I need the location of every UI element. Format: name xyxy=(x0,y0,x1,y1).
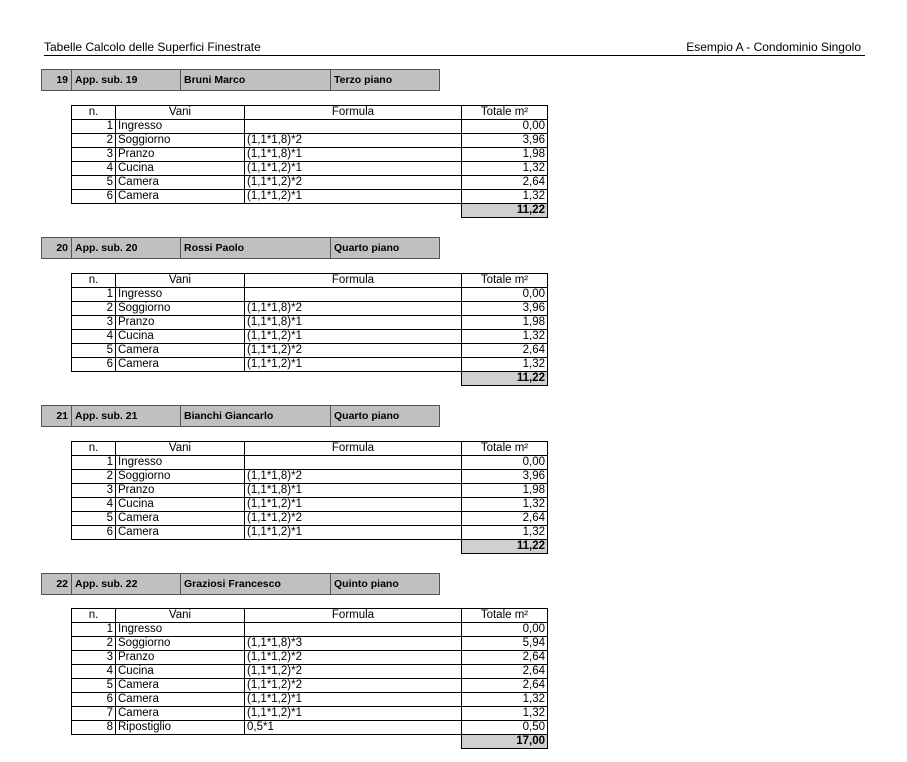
row-total: 2,64 xyxy=(462,651,548,665)
row-formula: (1,1*1,8)*2 xyxy=(245,134,462,148)
table-row xyxy=(72,470,548,484)
row-number: 2 xyxy=(72,134,116,148)
unit-apartment: App. sub. 22 xyxy=(72,574,181,594)
row-room: Soggiorno xyxy=(116,470,245,484)
row-number: 3 xyxy=(72,316,116,330)
row-total: 1,32 xyxy=(462,330,548,344)
column-header-vani: Vani xyxy=(116,106,245,120)
column-header-vani: Vani xyxy=(116,609,245,623)
grand-total: 17,00 xyxy=(462,735,548,749)
row-room: Camera xyxy=(116,526,245,540)
row-number: 1 xyxy=(72,623,116,637)
row-formula: 0,5*1 xyxy=(245,721,462,735)
table-row xyxy=(72,498,548,512)
unit-apartment: App. sub. 19 xyxy=(72,70,181,90)
row-number: 2 xyxy=(72,470,116,484)
table-header-row xyxy=(72,106,548,120)
unit-owner: Bruni Marco xyxy=(181,70,331,90)
row-room: Cucina xyxy=(116,162,245,176)
unit-header xyxy=(41,237,440,259)
row-formula: (1,1*1,8)*2 xyxy=(245,302,462,316)
unit-owner: Graziosi Francesco xyxy=(181,574,331,594)
row-total: 2,64 xyxy=(462,512,548,526)
row-formula xyxy=(245,288,462,302)
row-total: 2,64 xyxy=(462,665,548,679)
column-header-n: n. xyxy=(72,609,116,623)
document-title: Tabelle Calcolo delle Superfici Finestrate xyxy=(44,40,261,54)
unit-apartment: App. sub. 21 xyxy=(72,406,181,426)
grand-total: 11,22 xyxy=(462,372,548,386)
table-row xyxy=(72,679,548,693)
column-header-totale: Totale m² xyxy=(462,442,548,456)
unit-header xyxy=(41,405,440,427)
row-room: Ingresso xyxy=(116,288,245,302)
row-formula: (1,1*1,8)*1 xyxy=(245,316,462,330)
table-row xyxy=(72,176,548,190)
table-row xyxy=(72,665,548,679)
row-number: 1 xyxy=(72,120,116,134)
row-formula: (1,1*1,2)*2 xyxy=(245,176,462,190)
row-number: 6 xyxy=(72,526,116,540)
row-total: 1,32 xyxy=(462,526,548,540)
row-total: 3,96 xyxy=(462,302,548,316)
row-room: Ingresso xyxy=(116,120,245,134)
row-room: Camera xyxy=(116,358,245,372)
row-formula: (1,1*1,2)*2 xyxy=(245,665,462,679)
column-header-n: n. xyxy=(72,106,116,120)
row-room: Camera xyxy=(116,512,245,526)
row-formula: (1,1*1,8)*1 xyxy=(245,484,462,498)
row-total: 1,32 xyxy=(462,693,548,707)
table-row xyxy=(72,148,548,162)
row-number: 4 xyxy=(72,498,116,512)
rooms-table xyxy=(71,608,548,749)
table-row xyxy=(72,190,548,204)
table-header-row xyxy=(72,609,548,623)
unit-owner: Rossi Paolo xyxy=(181,238,331,258)
row-number: 5 xyxy=(72,344,116,358)
unit-owner: Bianchi Giancarlo xyxy=(181,406,331,426)
table-row xyxy=(72,330,548,344)
row-total: 1,32 xyxy=(462,498,548,512)
row-number: 1 xyxy=(72,456,116,470)
total-row xyxy=(72,735,548,749)
table-row xyxy=(72,512,548,526)
table-row xyxy=(72,651,548,665)
total-row xyxy=(72,372,548,386)
table-header-row xyxy=(72,274,548,288)
row-total: 0,50 xyxy=(462,721,548,735)
column-header-formula: Formula xyxy=(245,609,462,623)
table-row xyxy=(72,484,548,498)
row-formula: (1,1*1,2)*1 xyxy=(245,693,462,707)
row-formula: (1,1*1,2)*1 xyxy=(245,162,462,176)
row-room: Soggiorno xyxy=(116,302,245,316)
row-formula: (1,1*1,8)*2 xyxy=(245,470,462,484)
row-room: Camera xyxy=(116,693,245,707)
unit-floor: Quinto piano xyxy=(334,578,399,590)
row-formula: (1,1*1,2)*1 xyxy=(245,358,462,372)
row-number: 5 xyxy=(72,512,116,526)
column-header-vani: Vani xyxy=(116,274,245,288)
row-number: 4 xyxy=(72,330,116,344)
table-row xyxy=(72,134,548,148)
row-number: 6 xyxy=(72,693,116,707)
row-number: 4 xyxy=(72,665,116,679)
row-number: 3 xyxy=(72,148,116,162)
example-label: Esempio A - Condominio Singolo xyxy=(686,40,861,54)
unit-apartment: App. sub. 20 xyxy=(72,238,181,258)
row-total: 1,32 xyxy=(462,707,548,721)
row-number: 1 xyxy=(72,288,116,302)
row-formula xyxy=(245,456,462,470)
grand-total: 11,22 xyxy=(462,204,548,218)
row-total: 1,98 xyxy=(462,148,548,162)
column-header-totale: Totale m² xyxy=(462,609,548,623)
unit-floor: Quarto piano xyxy=(334,242,400,254)
row-total: 0,00 xyxy=(462,623,548,637)
row-room: Pranzo xyxy=(116,316,245,330)
table-row xyxy=(72,456,548,470)
row-formula: (1,1*1,2)*2 xyxy=(245,651,462,665)
row-room: Pranzo xyxy=(116,484,245,498)
row-total: 3,96 xyxy=(462,134,548,148)
row-room: Camera xyxy=(116,679,245,693)
row-formula: (1,1*1,8)*1 xyxy=(245,148,462,162)
row-number: 6 xyxy=(72,190,116,204)
row-room: Pranzo xyxy=(116,651,245,665)
row-number: 2 xyxy=(72,302,116,316)
table-row xyxy=(72,358,548,372)
row-formula: (1,1*1,2)*1 xyxy=(245,190,462,204)
row-room: Ripostiglio xyxy=(116,721,245,735)
row-room: Camera xyxy=(116,707,245,721)
unit-header xyxy=(41,69,440,91)
row-formula: (1,1*1,2)*1 xyxy=(245,330,462,344)
unit-number: 20 xyxy=(42,238,72,258)
rooms-table xyxy=(71,273,548,386)
table-row xyxy=(72,693,548,707)
column-header-n: n. xyxy=(72,274,116,288)
row-number: 3 xyxy=(72,651,116,665)
table-row xyxy=(72,120,548,134)
column-header-vani: Vani xyxy=(116,442,245,456)
row-total: 1,32 xyxy=(462,162,548,176)
row-total: 1,98 xyxy=(462,484,548,498)
unit-floor: Terzo piano xyxy=(334,74,393,86)
row-total: 2,64 xyxy=(462,344,548,358)
column-header-n: n. xyxy=(72,442,116,456)
table-row xyxy=(72,721,548,735)
row-room: Soggiorno xyxy=(116,637,245,651)
table-row xyxy=(72,344,548,358)
row-room: Camera xyxy=(116,344,245,358)
unit-header xyxy=(41,573,440,595)
column-header-formula: Formula xyxy=(245,106,462,120)
row-formula: (1,1*1,2)*1 xyxy=(245,707,462,721)
row-total: 2,64 xyxy=(462,679,548,693)
row-total: 3,96 xyxy=(462,470,548,484)
row-number: 3 xyxy=(72,484,116,498)
table-row xyxy=(72,637,548,651)
row-room: Soggiorno xyxy=(116,134,245,148)
row-total: 0,00 xyxy=(462,120,548,134)
row-formula xyxy=(245,120,462,134)
unit-number: 22 xyxy=(42,574,72,594)
total-row xyxy=(72,204,548,218)
rooms-table xyxy=(71,441,548,554)
row-room: Ingresso xyxy=(116,623,245,637)
row-total: 1,32 xyxy=(462,358,548,372)
table-row xyxy=(72,316,548,330)
row-room: Cucina xyxy=(116,498,245,512)
row-room: Ingresso xyxy=(116,456,245,470)
column-header-formula: Formula xyxy=(245,442,462,456)
rooms-table xyxy=(71,105,548,218)
row-number: 7 xyxy=(72,707,116,721)
row-total: 0,00 xyxy=(462,288,548,302)
row-room: Pranzo xyxy=(116,148,245,162)
row-total: 1,32 xyxy=(462,190,548,204)
row-room: Cucina xyxy=(116,665,245,679)
page-header xyxy=(44,40,865,56)
row-total: 5,94 xyxy=(462,637,548,651)
table-row xyxy=(72,707,548,721)
unit-number: 19 xyxy=(42,70,72,90)
table-row xyxy=(72,162,548,176)
row-total: 0,00 xyxy=(462,456,548,470)
unit-floor: Quarto piano xyxy=(334,410,400,422)
row-formula: (1,1*1,2)*2 xyxy=(245,512,462,526)
table-row xyxy=(72,288,548,302)
column-header-totale: Totale m² xyxy=(462,106,548,120)
column-header-formula: Formula xyxy=(245,274,462,288)
row-formula: (1,1*1,2)*1 xyxy=(245,526,462,540)
grand-total: 11,22 xyxy=(462,540,548,554)
row-room: Camera xyxy=(116,190,245,204)
table-header-row xyxy=(72,442,548,456)
row-room: Camera xyxy=(116,176,245,190)
row-number: 6 xyxy=(72,358,116,372)
row-formula: (1,1*1,8)*3 xyxy=(245,637,462,651)
row-number: 2 xyxy=(72,637,116,651)
table-row xyxy=(72,302,548,316)
row-total: 1,98 xyxy=(462,316,548,330)
column-header-totale: Totale m² xyxy=(462,274,548,288)
row-number: 8 xyxy=(72,721,116,735)
row-number: 5 xyxy=(72,176,116,190)
row-room: Cucina xyxy=(116,330,245,344)
total-row xyxy=(72,540,548,554)
row-formula: (1,1*1,2)*1 xyxy=(245,498,462,512)
row-number: 5 xyxy=(72,679,116,693)
unit-number: 21 xyxy=(42,406,72,426)
row-formula: (1,1*1,2)*2 xyxy=(245,344,462,358)
row-formula xyxy=(245,623,462,637)
table-row xyxy=(72,623,548,637)
row-formula: (1,1*1,2)*2 xyxy=(245,679,462,693)
table-row xyxy=(72,526,548,540)
row-total: 2,64 xyxy=(462,176,548,190)
row-number: 4 xyxy=(72,162,116,176)
